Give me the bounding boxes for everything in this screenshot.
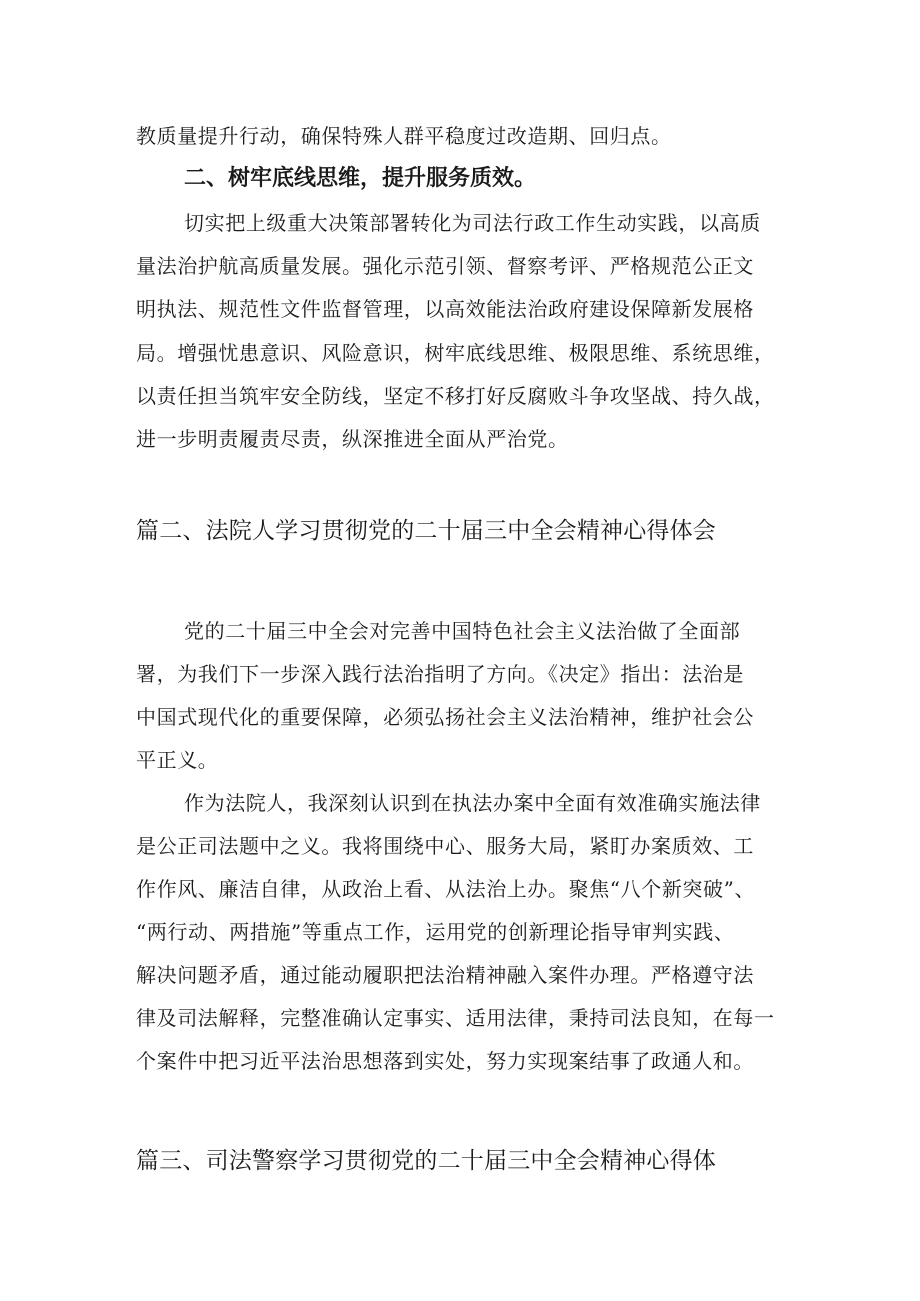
section-heading: 篇三、司法警察学习贯彻党的二十届三中全会精神心得体 [136, 1148, 716, 1174]
paragraph-line: 局。增强忧患意识、风险意识，树牢底线思维、极限思维、系统思维， [136, 341, 775, 365]
subheading: 二、树牢底线思维，提升服务质效。 [184, 166, 537, 191]
paragraph-line: 以责任担当筑牢安全防线，坚定不移打好反腐败斗争攻坚战、持久战， [136, 384, 775, 408]
paragraph-line: 是公正司法题中之义。我将围绕中心、服务大局，紧盯办案质效、工 [136, 834, 754, 858]
section-heading: 篇二、法院人学习贯彻党的二十届三中全会精神心得体会 [136, 518, 716, 544]
paragraph-line: 进一步明责履责尽责，纵深推进全面从严治党。 [136, 427, 569, 451]
paragraph-line: 作作风、廉洁自律，从政治上看、从法治上办。聚焦“八个新突破”、 [136, 877, 756, 901]
paragraph-line: 平正义。 [136, 748, 219, 772]
paragraph-line: 量法治护航高质量发展。强化示范引领、督察考评、严格规范公正文 [136, 254, 754, 278]
paragraph-line: 作为法院人，我深刻认识到在执法办案中全面有效准确实施法律 [184, 791, 761, 815]
paragraph-line: 明执法、规范性文件监督管理，以高效能法治政府建设保障新发展格 [136, 297, 754, 321]
paragraph-line: 律及司法解释，完整准确认定事实、适用法律，秉持司法良知，在每一 [136, 1006, 775, 1030]
paragraph-line: 个案件中把习近平法治思想落到实处，努力实现案结事了政通人和。 [136, 1049, 754, 1073]
paragraph-line: 署，为我们下一步深入践行法治指明了方向。《决定》指出：法治是 [136, 662, 744, 686]
paragraph-line: 解决问题矛盾，通过能动履职把法治精神融入案件办理。严格遵守法 [136, 963, 754, 987]
paragraph-line: 教质量提升行动，确保特殊人群平稳度过改造期、回归点。 [136, 124, 672, 148]
paragraph-line: 中国式现代化的重要保障，必须弘扬社会主义法治精神，维护社会公 [136, 705, 754, 729]
paragraph-line: 党的二十届三中全会对完善中国特色社会主义法治做了全面部 [184, 619, 741, 643]
paragraph-line: 切实把上级重大决策部署转化为司法行政工作生动实践，以高质 [184, 211, 761, 235]
paragraph-line: “两行动、两措施”等重点工作，运用党的创新理论指导审判实践、 [136, 920, 735, 944]
